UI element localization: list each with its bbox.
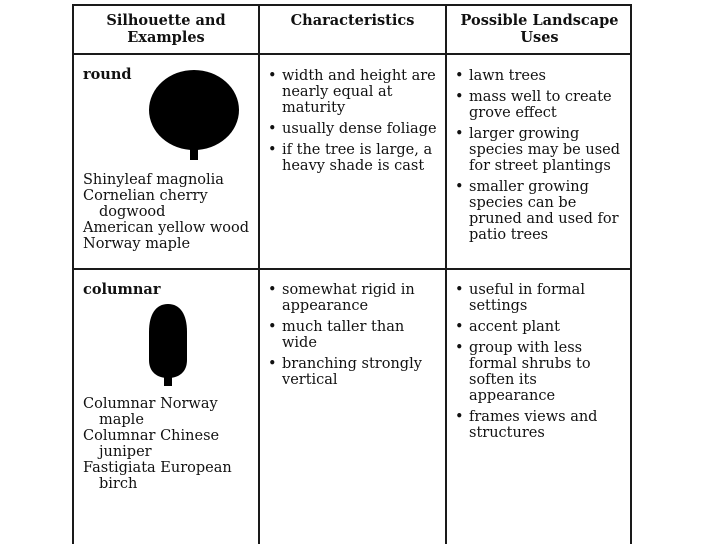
header-silhouette-examples: Silhouette and Examples	[106, 12, 226, 46]
round-examples	[83, 172, 258, 252]
example-item: Cornelian cherry dogwood	[83, 188, 208, 220]
characteristic-item: • much taller than wide	[264, 319, 434, 351]
example-item: Norway maple	[83, 236, 191, 252]
round-tree-silhouette	[146, 68, 242, 162]
columnar-examples	[83, 396, 258, 492]
example-item: Columnar Norway maple	[83, 396, 218, 428]
columnar-tree-silhouette	[146, 302, 190, 388]
characteristic-item: • if the tree is large, a heavy shade is cast	[264, 142, 440, 174]
use-item: • accent plant	[451, 319, 621, 335]
example-item: American yellow wood	[83, 220, 250, 236]
tree-silhouette-table	[72, 4, 632, 544]
header-divider	[74, 53, 630, 55]
characteristic-item: • somewhat rigid in appearance	[264, 282, 434, 314]
example-item: Shinyleaf magnolia	[83, 172, 224, 188]
row-label-columnar: columnar	[83, 281, 161, 298]
example-item: Fastigiata European birch	[83, 460, 232, 492]
header-landscape-uses: Possible Landscape Uses	[460, 12, 619, 46]
round-characteristics	[264, 68, 440, 179]
row-label-round: round	[83, 66, 132, 83]
row-divider	[74, 268, 630, 270]
characteristic-item: • width and height are nearly equal at maturity	[264, 68, 440, 116]
use-item: • useful in formal settings	[451, 282, 621, 314]
columnar-characteristics	[264, 282, 434, 393]
header-characteristics: Characteristics	[290, 12, 415, 29]
characteristic-item: • branching strongly vertical	[264, 356, 434, 388]
use-item: • frames views and structures	[451, 409, 621, 441]
example-item: Columnar Chinese juniper	[83, 428, 220, 460]
use-item: • smaller growing species can be pruned and used for patio trees	[451, 179, 631, 243]
use-item: • group with less formal shrubs to soften its appearance	[451, 340, 621, 404]
round-landscape-uses	[451, 68, 631, 248]
use-item: • lawn trees	[451, 68, 631, 84]
use-item: • larger growing species may be used for street plantings	[451, 126, 631, 174]
column-divider	[445, 6, 447, 544]
use-item: • mass well to create grove effect	[451, 89, 631, 121]
characteristic-item: • usually dense foliage	[264, 121, 440, 137]
columnar-landscape-uses	[451, 282, 621, 446]
